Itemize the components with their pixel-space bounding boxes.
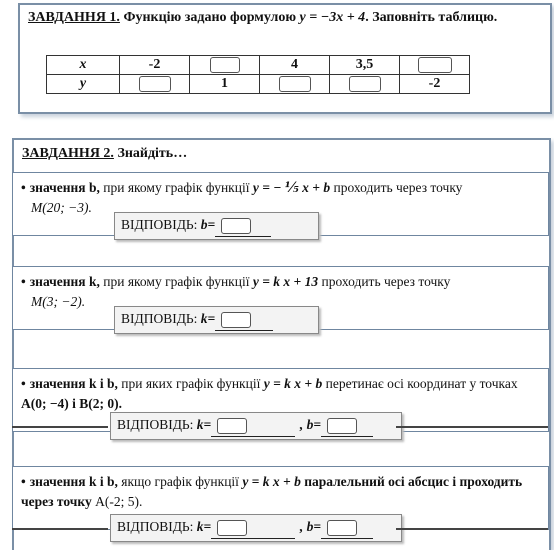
answer-input-box[interactable] bbox=[217, 418, 247, 434]
item-4-text bbox=[21, 472, 526, 512]
item-2-formula: y = k x + 13 bbox=[252, 274, 319, 289]
connector-line bbox=[396, 426, 548, 428]
answer-input-k[interactable] bbox=[211, 418, 295, 437]
task1-panel bbox=[18, 3, 552, 114]
x-cell-4: 3,5 bbox=[330, 56, 400, 75]
item-4-formula: y = k x + b bbox=[242, 474, 301, 489]
answer-input-b[interactable] bbox=[321, 520, 373, 539]
item-1-point: M(20; −3). bbox=[31, 200, 92, 215]
row-label-x: x bbox=[47, 56, 120, 75]
answer-separator: , bbox=[299, 417, 303, 432]
item-3-formula: y = k x + b bbox=[263, 376, 323, 391]
item-1-text-part2: проходить через точку bbox=[330, 180, 463, 195]
item-3-point: A(0; −4) і B(2; 0). bbox=[21, 396, 123, 411]
answer-label: ВІДПОВІДЬ: bbox=[121, 311, 201, 326]
answer-box-2 bbox=[114, 306, 319, 334]
item-2-intro: значення k, bbox=[29, 274, 100, 289]
answer-var-b: b= bbox=[200, 217, 216, 232]
connector-line bbox=[12, 426, 108, 428]
answer-label: ВІДПОВІДЬ: bbox=[117, 519, 197, 534]
task1-formula: y = −3x + 4 bbox=[299, 10, 366, 25]
bullet-icon: • bbox=[21, 274, 26, 289]
task2-panel bbox=[12, 138, 551, 550]
y-cell-3[interactable] bbox=[260, 75, 330, 94]
item-1-text-part: при якому графік функції bbox=[99, 180, 253, 195]
answer-input-box[interactable] bbox=[221, 218, 251, 234]
connector-line bbox=[396, 528, 548, 530]
answer-input-box[interactable] bbox=[327, 520, 357, 536]
answer-input-box[interactable] bbox=[221, 312, 251, 328]
y-cell-5: -2 bbox=[400, 75, 470, 94]
connector-line bbox=[12, 528, 108, 530]
answer-input-box[interactable] bbox=[279, 76, 311, 92]
answer-var-b: b= bbox=[306, 417, 322, 432]
answer-var-k: k= bbox=[196, 519, 212, 534]
answer-input-k[interactable] bbox=[215, 312, 273, 331]
answer-var-b: b= bbox=[306, 519, 322, 534]
item-3-text-part2: перетинає осі координат у точках bbox=[322, 376, 518, 391]
answer-input-box[interactable] bbox=[210, 57, 240, 73]
x-cell-1: -2 bbox=[120, 56, 190, 75]
answer-var-k: k= bbox=[200, 311, 216, 326]
answer-box-1 bbox=[114, 212, 319, 240]
table-row-y bbox=[47, 75, 470, 94]
task1-text-end: . Заповніть таблицю. bbox=[365, 10, 498, 25]
item-1-formula: y = − ⅕ x + b bbox=[252, 180, 331, 195]
table-row-x bbox=[47, 56, 470, 75]
answer-input-k[interactable] bbox=[211, 520, 295, 539]
task1-instructions bbox=[28, 9, 528, 27]
item-3-intro: значення k і b, bbox=[29, 376, 118, 391]
row-label-y: y bbox=[47, 75, 120, 94]
answer-label: ВІДПОВІДЬ: bbox=[121, 217, 201, 232]
task2-heading-rest: Знайдіть… bbox=[113, 146, 188, 161]
y-cell-1[interactable] bbox=[120, 75, 190, 94]
answer-input-box[interactable] bbox=[349, 76, 381, 92]
item-3-text bbox=[21, 374, 526, 414]
values-table bbox=[46, 55, 470, 94]
item-4-text-part: якщо графік функції bbox=[117, 474, 243, 489]
bullet-icon: • bbox=[21, 376, 26, 391]
task2-heading: ЗАВДАННЯ 2. bbox=[22, 146, 114, 161]
bullet-icon: • bbox=[21, 474, 26, 489]
item-4-text-part2: паралельний осі абсцис і проходить через точку bbox=[21, 474, 523, 509]
answer-label: ВІДПОВІДЬ: bbox=[117, 417, 197, 432]
y-cell-4[interactable] bbox=[330, 75, 400, 94]
answer-input-b[interactable] bbox=[215, 218, 271, 237]
item-4-point: A(-2; 5). bbox=[95, 494, 143, 509]
x-cell-5[interactable] bbox=[400, 56, 470, 75]
task1-text: Функцію задано формулою bbox=[119, 10, 300, 25]
task1-heading: ЗАВДАННЯ 1. bbox=[28, 10, 120, 25]
answer-var-k: k= bbox=[196, 417, 212, 432]
answer-input-box[interactable] bbox=[327, 418, 357, 434]
x-cell-3: 4 bbox=[260, 56, 330, 75]
x-cell-2[interactable] bbox=[190, 56, 260, 75]
answer-input-box[interactable] bbox=[418, 57, 452, 73]
item-2-text-part: при якому графік функції bbox=[99, 274, 253, 289]
item-4-intro: значення k і b, bbox=[29, 474, 118, 489]
item-2-point: M(3; −2). bbox=[31, 294, 86, 309]
answer-input-b[interactable] bbox=[321, 418, 373, 437]
item-1-intro: значення b, bbox=[29, 180, 100, 195]
answer-box-3 bbox=[110, 412, 402, 440]
answer-input-box[interactable] bbox=[217, 520, 247, 536]
y-cell-2: 1 bbox=[190, 75, 260, 94]
task2-title bbox=[22, 146, 187, 162]
bullet-icon: • bbox=[21, 180, 26, 195]
answer-separator: , bbox=[299, 519, 303, 534]
answer-input-box[interactable] bbox=[139, 76, 171, 92]
item-2-text-part2: проходить через точку bbox=[318, 274, 451, 289]
item-3-text-part: при яких графік функції bbox=[117, 376, 264, 391]
answer-box-4 bbox=[110, 514, 402, 542]
